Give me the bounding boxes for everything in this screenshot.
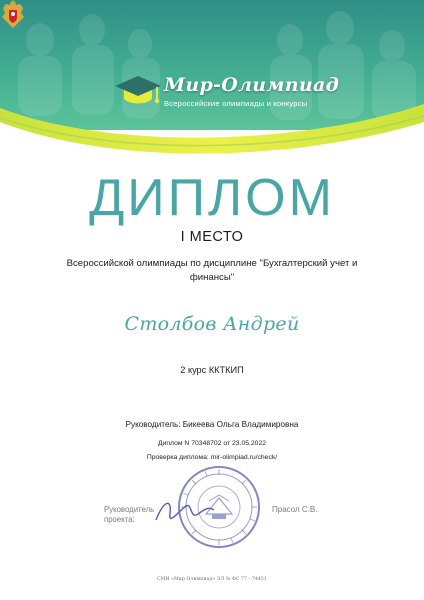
diploma-number: Диплом N 70348702 от 23.05.2022 bbox=[157, 440, 267, 447]
logo-title: Мир-Олимпиад bbox=[164, 74, 340, 96]
site-logo bbox=[112, 72, 340, 118]
coat-of-arms-icon bbox=[0, 0, 26, 30]
media-registration-footer: СМИ «Мир Олимпиад» ЭЛ № ФС 77 - 74451 bbox=[157, 577, 267, 582]
official-stamp bbox=[176, 464, 262, 550]
graduation-cap-icon bbox=[112, 72, 164, 108]
diploma-title: ДИПЛОМ bbox=[89, 169, 335, 227]
supervisor-text: Руководитель: Бикеева Ольга Владимировна bbox=[125, 420, 299, 429]
recipient-name: Столбов Андрей bbox=[124, 313, 300, 335]
project-lead-label: Руководитель проекта: bbox=[104, 505, 155, 524]
project-lead-name: Прасол С.В. bbox=[272, 505, 318, 514]
header-banner bbox=[0, 0, 424, 160]
place-heading: I МЕСТО bbox=[180, 229, 244, 245]
course-text: 2 курс ККТКИП bbox=[180, 365, 244, 375]
logo-subtitle: Всероссийские олимпиады и конкурсы bbox=[164, 99, 308, 108]
check-link-text: Проверка диплома: mir-olimpiad.ru/check/ bbox=[146, 454, 278, 461]
discipline-text: Всероссийской олимпиады по дисциплине "Бухгалтерский учет и финансы" bbox=[66, 258, 358, 283]
